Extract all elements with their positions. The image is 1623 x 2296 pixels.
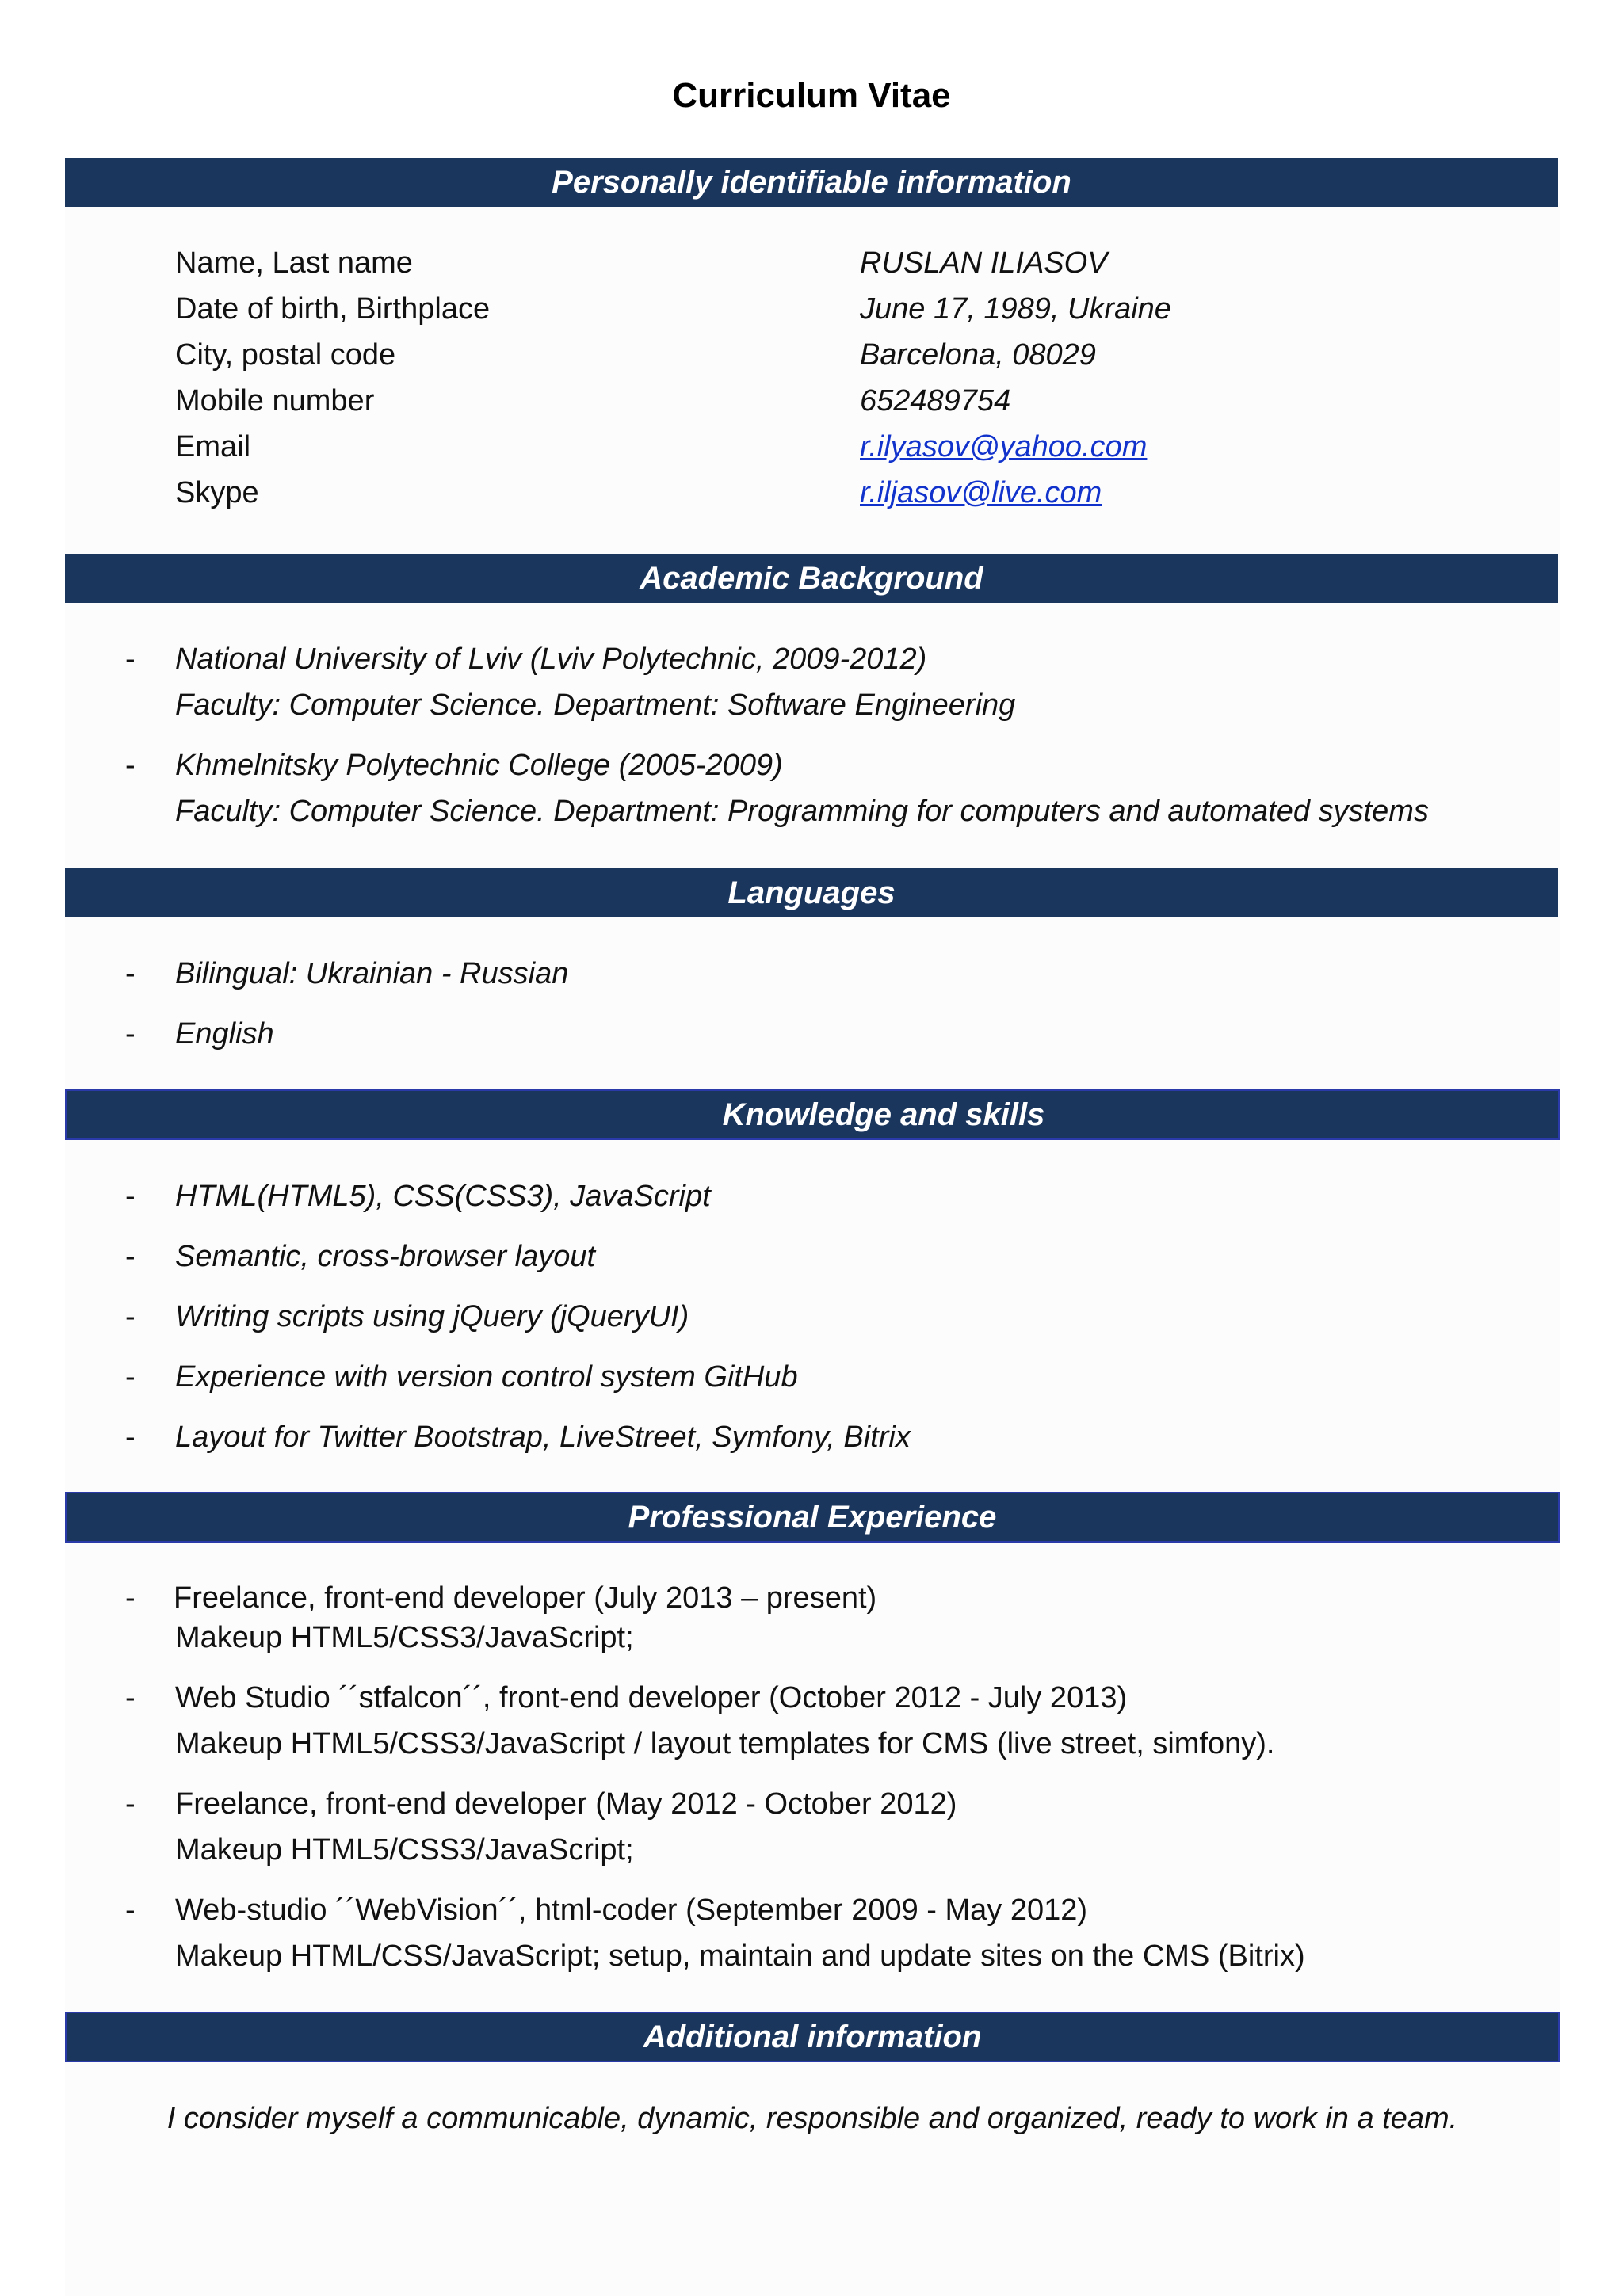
experience-item-4-title: Web-studio ´´WebVision´´, html-coder (September 2009 - May 2012) xyxy=(175,1894,1088,1927)
experience-item-2-detail: Makeup HTML5/CSS3/JavaScript / layout templates for CMS (live street, simfony). xyxy=(175,1727,1275,1760)
bullet-dash: - xyxy=(125,1421,136,1454)
bullet-dash: - xyxy=(125,1180,136,1213)
academic-item-1-detail: Faculty: Computer Science. Department: Software Engineering xyxy=(175,688,1016,722)
skill-item: HTML(HTML5), CSS(CSS3), JavaScript xyxy=(175,1180,711,1213)
document-title: Curriculum Vitae xyxy=(672,76,951,115)
section-header-academic: Academic Background xyxy=(65,554,1558,603)
experience-item-4-detail: Makeup HTML/CSS/JavaScript; setup, maintain and update sites on the CMS (Bitrix) xyxy=(175,1939,1305,1973)
bullet-dash: - xyxy=(125,1787,136,1821)
experience-item-1-detail: Makeup HTML5/CSS3/JavaScript; xyxy=(175,1621,634,1654)
skill-item: Layout for Twitter Bootstrap, LiveStreet, Symfony, Bitrix xyxy=(175,1421,911,1454)
section-header-personal: Personally identifiable information xyxy=(65,158,1558,207)
skill-item: Experience with version control system GitHub xyxy=(175,1360,798,1394)
academic-item-2-detail: Faculty: Computer Science. Department: Programming for computers and automated systems xyxy=(175,795,1429,828)
value-city: Barcelona, 08029 xyxy=(860,338,1096,372)
bullet-dash: - xyxy=(125,1240,136,1273)
experience-item-2-title: Web Studio ´´stfalcon´´, front-end developer (October 2012 - July 2013) xyxy=(175,1681,1128,1714)
bullet-dash: - xyxy=(125,1017,136,1051)
label-name: Name, Last name xyxy=(175,246,413,280)
bullet-dash: - xyxy=(125,1581,136,1615)
academic-item-2-title: Khmelnitsky Polytechnic College (2005-2009) xyxy=(175,749,783,782)
label-email: Email xyxy=(175,430,251,463)
bullet-dash: - xyxy=(125,1360,136,1394)
value-birth: June 17, 1989, Ukraine xyxy=(860,292,1171,326)
academic-item-1-title: National University of Lviv (Lviv Polytechnic, 2009-2012) xyxy=(175,643,927,676)
skype-link[interactable]: r.iljasov@live.com xyxy=(860,476,1102,509)
additional-info-text: I consider myself a communicable, dynamic, responsible and organized, ready to work in a team. xyxy=(166,2102,1458,2135)
bullet-dash: - xyxy=(125,1681,136,1714)
bullet-dash: - xyxy=(125,957,136,990)
section-header-additional: Additional information xyxy=(65,2012,1560,2062)
skill-item: Writing scripts using jQuery (jQueryUI) xyxy=(175,1300,689,1333)
section-header-experience: Professional Experience xyxy=(65,1492,1560,1543)
label-birth: Date of birth, Birthplace xyxy=(175,292,491,326)
label-mobile: Mobile number xyxy=(175,384,375,418)
skill-item: Semantic, cross-browser layout xyxy=(175,1240,596,1273)
language-item: English xyxy=(175,1017,274,1051)
bullet-dash: - xyxy=(125,1894,136,1927)
email-link[interactable]: r.ilyasov@yahoo.com xyxy=(860,430,1148,463)
value-mobile: 652489754 xyxy=(860,384,1011,418)
label-skype: Skype xyxy=(175,476,259,509)
section-header-skills: Knowledge and skills xyxy=(65,1089,1560,1140)
experience-item-3-title: Freelance, front-end developer (May 2012 - October 2012) xyxy=(175,1787,957,1821)
language-item: Bilingual: Ukrainian - Russian xyxy=(175,957,569,990)
value-name: RUSLAN ILIASOV xyxy=(860,246,1108,280)
label-city: City, postal code xyxy=(175,338,396,372)
experience-item-1-title: Freelance, front-end developer (July 2013 – present) xyxy=(174,1581,877,1615)
bullet-dash: - xyxy=(125,1300,136,1333)
section-header-languages: Languages xyxy=(65,868,1558,917)
bullet-dash: - xyxy=(125,749,136,782)
bullet-dash: - xyxy=(125,643,136,676)
experience-item-3-detail: Makeup HTML5/CSS3/JavaScript; xyxy=(175,1833,634,1867)
